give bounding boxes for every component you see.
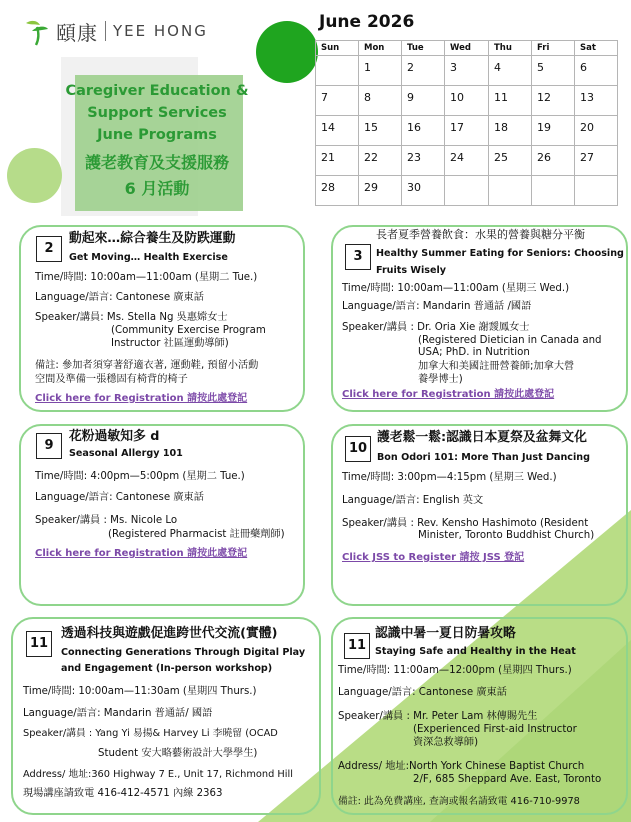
calendar-day-cell <box>316 56 359 86</box>
event-speaker-detail: Minister, Toronto Buddhist Church) <box>418 530 595 541</box>
registration-link[interactable]: Click here for Registration 請按此處登記 <box>35 548 248 559</box>
logo <box>22 14 208 48</box>
event-title-english: Healthy Summer Eating for Seniors: Choosing <box>376 248 624 259</box>
event-speaker-detail: Student 安大略藝術設計大學學生) <box>98 748 258 759</box>
event-title-chinese: 動起來…綜合養生及防跌運動 <box>69 231 236 246</box>
event-title-english: Connecting Generations Through Digital Play <box>61 647 306 658</box>
calendar-day-header: Tue <box>402 41 445 56</box>
event-speaker-detail: Instructor 社區運動導師) <box>111 338 229 349</box>
calendar-day-header: Mon <box>359 41 402 56</box>
calendar-day-cell: 2 <box>402 56 445 86</box>
calendar-day-cell: 4 <box>489 56 532 86</box>
registration-link[interactable]: Click JSS to Register 請按 JSS 登記 <box>342 552 525 563</box>
event-date-badge: 2 <box>36 236 62 262</box>
event-speaker-detail: (Experienced First-aid Instructor <box>413 724 577 735</box>
calendar-day-cell: 1 <box>359 56 402 86</box>
calendar-day-cell <box>489 176 532 206</box>
event-speaker-detail: 資深急救導師) <box>413 737 479 748</box>
event-date-badge: 11 <box>344 633 370 659</box>
calendar-grid <box>315 40 618 206</box>
event-title-chinese: 花粉過敏知多 d <box>69 429 160 444</box>
calendar-day-cell: 10 <box>445 86 489 116</box>
calendar-day-cell: 19 <box>532 116 575 146</box>
calendar-day-cell: 18 <box>489 116 532 146</box>
event-speaker: Speaker/講員 : Yang Yi 易揚& Harvey Li 李曉留 (OCAD <box>23 728 278 739</box>
event-date-badge: 9 <box>36 433 62 459</box>
calendar-day-cell <box>532 176 575 206</box>
event-speaker: Speaker/講員 : Dr. Oria Xie 謝靉鳳女士 <box>342 322 530 333</box>
event-address: 2/F, 685 Sheppard Ave. East, Toronto <box>413 774 602 785</box>
registration-link[interactable]: Click here for Registration 請按此處登記 <box>35 393 248 404</box>
event-language: Language/語言: Mandarin 普通話 /國語 <box>342 301 532 312</box>
calendar-day-cell: 23 <box>402 146 445 176</box>
event-note: 備註: 此為免費講座, 查詢或報名請致電 416-710-9978 <box>338 796 580 807</box>
event-speaker-detail: (Community Exercise Program <box>111 325 266 336</box>
calendar-day-cell: 26 <box>532 146 575 176</box>
event-title-english: Get Moving… Health Exercise <box>69 252 228 263</box>
calendar-day-cell: 13 <box>575 86 618 116</box>
calendar-day-cell: 5 <box>532 56 575 86</box>
calendar-day-cell: 24 <box>445 146 489 176</box>
event-time: Time/時間: 10:00am—11:00am (星期三 Wed.) <box>342 283 570 294</box>
event-language: Language/語言: English 英文 <box>342 495 484 506</box>
calendar-day-cell: 30 <box>402 176 445 206</box>
event-speaker: Speaker/講員 : Mr. Peter Lam 林傳賜先生 <box>338 711 538 722</box>
calendar-day-cell: 21 <box>316 146 359 176</box>
calendar-day-cell: 15 <box>359 116 402 146</box>
event-language: Language/語言: Cantonese 廣東話 <box>35 492 204 503</box>
event-title-chinese: 護老鬆一鬆:認識日本夏祭及盆舞文化 <box>377 430 587 445</box>
event-title-english: Seasonal Allergy 101 <box>69 448 183 459</box>
calendar-day-cell: 9 <box>402 86 445 116</box>
event-address: Address/ 地址:North York Chinese Baptist Church <box>338 761 585 772</box>
calendar-day-cell: 17 <box>445 116 489 146</box>
calendar-day-cell: 3 <box>445 56 489 86</box>
event-language: Language/語言: Cantonese 廣東話 <box>35 292 204 303</box>
event-title-english: Fruits Wisely <box>376 265 447 276</box>
event-speaker-detail: (Registered Dietician in Canada and <box>418 335 602 346</box>
event-speaker-detail: (Registered Pharmacist 註冊藥劑師) <box>108 529 285 540</box>
calendar-day-cell: 11 <box>489 86 532 116</box>
calendar-day-cell: 14 <box>316 116 359 146</box>
event-note: 空間及準備一張穩固有椅背的椅子 <box>35 374 188 385</box>
calendar-day-cell <box>445 176 489 206</box>
calendar-day-cell: 27 <box>575 146 618 176</box>
event-title-chinese: 長者夏季營養飲食：水果的營養與糖分平衡 <box>376 228 585 241</box>
event-date-badge: 11 <box>26 631 52 657</box>
event-time: Time/時間: 10:00am—11:00am (星期二 Tue.) <box>35 272 258 283</box>
event-title-chinese: 透過科技與遊戲促進跨世代交流(實體) <box>61 626 278 641</box>
calendar-day-header: Thu <box>489 41 532 56</box>
event-time: Time/時間: 11:00am—12:00pm (星期四 Thurs.) <box>338 665 572 676</box>
event-time: Time/時間: 4:00pm—5:00pm (星期二 Tue.) <box>35 471 245 482</box>
calendar-title: June 2026 <box>319 12 415 32</box>
calendar-day-cell: 29 <box>359 176 402 206</box>
event-date-badge: 3 <box>345 244 371 270</box>
calendar-day-cell: 25 <box>489 146 532 176</box>
calendar-day-header: Fri <box>532 41 575 56</box>
event-speaker: Speaker/講員 : Rev. Kensho Hashimoto (Resident <box>342 518 589 529</box>
decorative-circle <box>7 148 62 203</box>
event-date-badge: 10 <box>345 436 371 462</box>
calendar-day-cell: 20 <box>575 116 618 146</box>
calendar-day-header: Wed <box>445 41 489 56</box>
header-title-english: Caregiver Education & Support Services June Programs <box>65 83 249 143</box>
logo-separator <box>105 21 106 41</box>
event-time: Time/時間: 10:00am—11:30am (星期四 Thurs.) <box>23 686 257 697</box>
event-time: Time/時間: 3:00pm—4:15pm (星期三 Wed.) <box>342 472 557 483</box>
event-title-english: Bon Odori 101: More Than Just Dancing <box>377 452 590 463</box>
logo-english-text: YEE HONG <box>113 22 208 40</box>
calendar-day-cell: 16 <box>402 116 445 146</box>
calendar-day-header: Sun <box>316 41 359 56</box>
event-title-english: and Engagement (In-person workshop) <box>61 663 273 674</box>
event-language: Language/語言: Cantonese 廣東話 <box>338 687 507 698</box>
event-speaker: Speaker/講員: Ms. Stella Ng 吳惠嫦女士 <box>35 312 228 323</box>
decorative-circle <box>256 21 318 83</box>
calendar-day-cell <box>575 176 618 206</box>
calendar-day-cell: 22 <box>359 146 402 176</box>
calendar-day-cell: 7 <box>316 86 359 116</box>
calendar-day-cell: 28 <box>316 176 359 206</box>
event-speaker-detail: 養學博士) <box>418 374 463 385</box>
logo-chinese-text: 頤康 <box>56 20 98 45</box>
event-language: Language/語言: Mandarin 普通話/ 國語 <box>23 708 213 719</box>
registration-link[interactable]: Click here for Registration 請按此處登記 <box>342 389 555 400</box>
event-title-chinese: 認識中暑一夏日防暑攻略 <box>375 626 516 641</box>
event-contact: 現場講座請致電 416-412-4571 內線 2363 <box>23 788 223 799</box>
header-title-chinese: 護老教育及支援服務 6 月活動 <box>84 153 229 198</box>
calendar-day-header: Sat <box>575 41 618 56</box>
event-speaker-detail: 加拿大和美國註冊營養師;加拿大營 <box>418 361 575 372</box>
calendar-day-cell: 12 <box>532 86 575 116</box>
event-speaker-detail: USA; PhD. in Nutrition <box>418 347 530 358</box>
calendar-day-cell: 8 <box>359 86 402 116</box>
event-note: 備註: 參加者須穿著舒適衣著, 運動鞋, 預留小活動 <box>35 360 259 371</box>
leaf-logo-icon <box>22 15 50 47</box>
event-title-english: Staying Safe and Healthy in the Heat <box>375 646 576 657</box>
calendar-day-cell: 6 <box>575 56 618 86</box>
event-speaker: Speaker/講員 : Ms. Nicole Lo <box>35 515 178 526</box>
event-address: Address/ 地址:360 Highway 7 E., Unit 17, Richmond Hill <box>23 769 293 780</box>
